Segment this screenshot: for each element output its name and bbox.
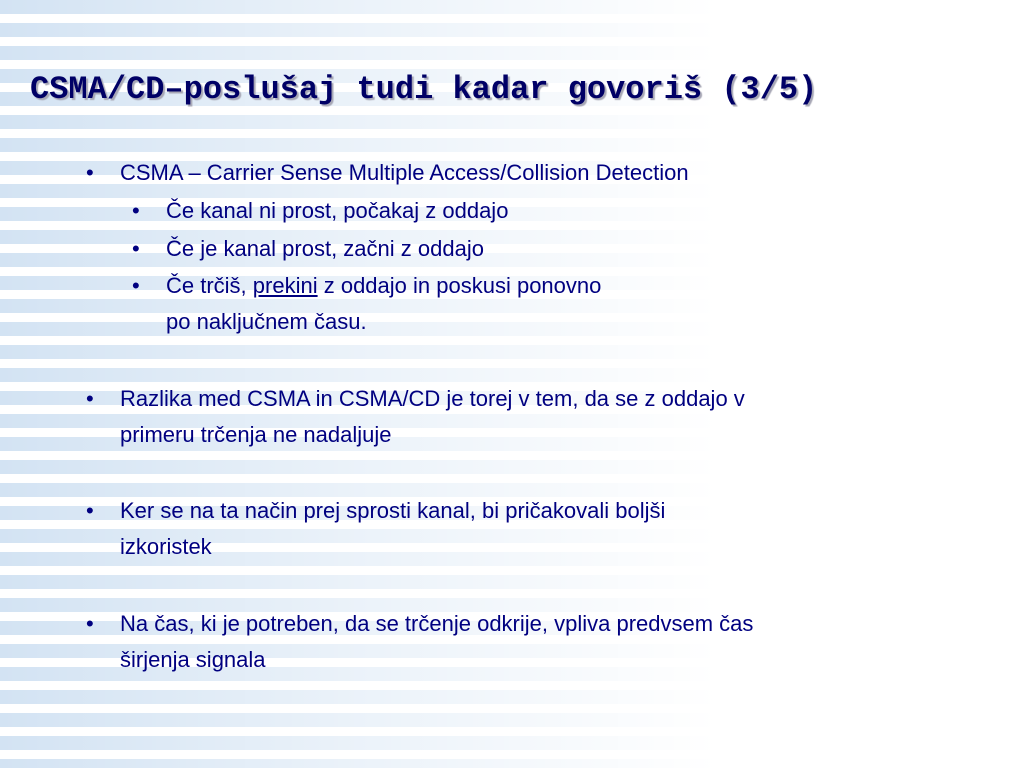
subbullet-text-before: Če trčiš, [166, 273, 253, 298]
underlined-word: prekini [252, 273, 318, 298]
bullet-marker: • [132, 198, 140, 223]
bullet-line-2: širjenja signala [120, 647, 266, 672]
bullet-marker: • [132, 273, 140, 298]
bullet-line-2: izkoristek [120, 534, 212, 559]
bullet-marker: • [86, 386, 94, 411]
subbullet-text: Če kanal ni prost, počakaj z oddajo [166, 198, 509, 223]
bullet-marker: • [86, 160, 94, 185]
bullet-marker: • [86, 611, 94, 636]
bullet-marker: • [86, 498, 94, 523]
bullet-marker: • [132, 236, 140, 261]
bullet-detection-time [86, 606, 754, 678]
subbullet-line-1 [166, 268, 601, 304]
bullet-line-1: Na čas, ki je potreben, da se trčenje odkrije, vpliva predvsem čas [120, 611, 754, 636]
subbullet-line-2: po naključnem času. [166, 309, 367, 334]
bullet-line-1: Ker se na ta način prej sprosti kanal, bi pričakovali boljši [120, 498, 666, 523]
slide-title: CSMA/CD–poslušaj tudi kadar govoriš (3/5) [30, 71, 818, 108]
bullet-line-2: primeru trčenja ne nadaljuje [120, 422, 392, 447]
bullet-channel-freed [86, 493, 666, 565]
bullet-line-1: Razlika med CSMA in CSMA/CD je torej v tem, da se z oddajo v [120, 386, 745, 411]
subbullet-channel-busy [132, 193, 509, 229]
subbullet-channel-free [132, 231, 484, 267]
bullet-text: CSMA – Carrier Sense Multiple Access/Collision Detection [120, 160, 689, 185]
subbullet-collision [132, 268, 602, 340]
subbullet-text: Če je kanal prost, začni z oddajo [166, 236, 484, 261]
subbullet-text-after: z oddajo in poskusi ponovno [317, 273, 602, 298]
bullet-difference [86, 381, 745, 453]
bullet-csma-definition [86, 155, 689, 191]
